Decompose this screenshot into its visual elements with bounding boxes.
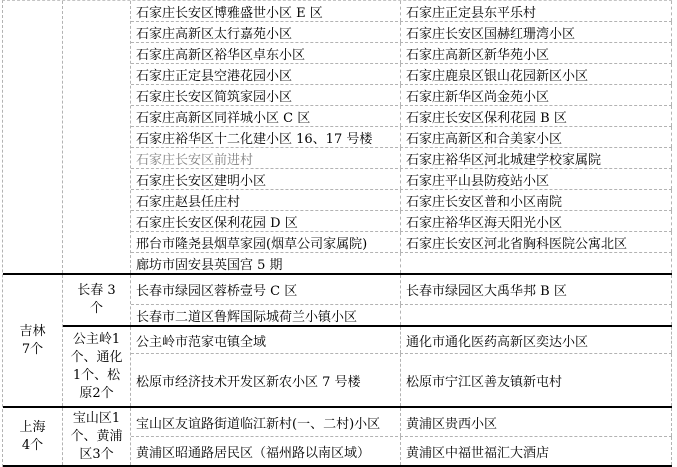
risk-area-table [2, 0, 672, 467]
table-row [131, 327, 672, 353]
section-shanghai [3, 408, 672, 467]
table-row [131, 63, 672, 84]
table-row [131, 84, 672, 105]
city-group [63, 408, 672, 465]
risk-area-cell: 石家庄裕华区十二化建小区 16、17 号楼 [131, 127, 401, 147]
risk-area-cell: 石家庄高新区和合美家小区 [401, 127, 672, 147]
risk-area-cell: 石家庄平山县防疫站小区 [401, 169, 672, 189]
table-row [131, 126, 672, 147]
table-row [131, 436, 672, 465]
table-row [131, 252, 672, 273]
province-count: 4个 [21, 437, 44, 453]
table-row [131, 275, 672, 304]
risk-area-cell-muted: 石家庄长安区前进村 [131, 148, 401, 168]
risk-area-cell: 石家庄长安区建明小区 [131, 169, 401, 189]
table-row [131, 304, 672, 325]
risk-area-cell: 廊坊市固安县英国宫 5 期 [131, 253, 401, 273]
table-row [131, 408, 672, 436]
city-group [63, 1, 672, 273]
risk-area-cell: 石家庄新华区尚金苑小区 [401, 85, 672, 105]
risk-area-cell: 石家庄长安区河北省胸科医院公寓北区 [401, 232, 672, 252]
risk-area-cell: 公主岭市范家屯镇全域 [131, 327, 401, 353]
table-row [131, 21, 672, 42]
risk-area-cell: 石家庄高新区同祥城小区 C 区 [131, 106, 401, 126]
risk-area-cell: 长春市绿园区蓉桥壹号 C 区 [131, 275, 401, 304]
risk-area-cell: 邢台市隆尧县烟草家园(烟草公司家属院) [131, 232, 401, 252]
table-row [131, 105, 672, 126]
province-count: 7个 [21, 341, 44, 357]
risk-area-cell: 石家庄鹿泉区银山花园新区小区 [401, 64, 672, 84]
risk-area-cell: 长春市二道区鲁辉国际城荷兰小镇小区 [131, 305, 401, 325]
risk-area-cell: 石家庄高新区裕华区卓东小区 [131, 43, 401, 63]
province-cell [3, 408, 63, 465]
table-row [131, 210, 672, 231]
city-group [63, 275, 672, 325]
risk-area-cell: 松原市宁江区善友镇新屯村 [401, 354, 672, 406]
risk-area-cell: 石家庄长安区保利花园 B 区 [401, 106, 672, 126]
city-group [63, 325, 672, 406]
province-cell [3, 1, 63, 273]
risk-area-cell: 石家庄长安区国赫红珊湾小区 [401, 22, 672, 42]
risk-area-cell: 石家庄长安区简筑家园小区 [131, 85, 401, 105]
province-cell [3, 275, 63, 406]
section-hebei [3, 1, 672, 275]
city-cell [63, 1, 131, 273]
province-name: 上海 [19, 419, 46, 435]
table-row [131, 189, 672, 210]
risk-area-cell: 长春市绿园区大禹华邦 B 区 [401, 275, 672, 304]
risk-area-cell: 宝山区友谊路街道临江新村(一、二村)小区 [131, 408, 401, 436]
risk-area-cell [401, 305, 672, 325]
risk-area-cell: 黄浦区昭通路居民区（福州路以南区域） [131, 437, 401, 465]
city-cell: 长春 3 个 [63, 275, 131, 325]
table-row [131, 231, 672, 252]
risk-area-cell: 石家庄正定县空港花园小区 [131, 64, 401, 84]
risk-area-cell: 通化市通化医药高新区奕达小区 [401, 327, 672, 353]
risk-area-cell: 石家庄赵县任庄村 [131, 190, 401, 210]
table-row [131, 353, 672, 406]
risk-area-cell: 石家庄长安区保利花园 D 区 [131, 211, 401, 231]
section-jilin [3, 275, 672, 408]
risk-area-cell [401, 253, 672, 273]
risk-area-cell: 石家庄高新区新华苑小区 [401, 43, 672, 63]
city-cell: 公主岭1个、通化1个、松原2个 [63, 327, 131, 406]
risk-area-cell: 黄浦区贵西小区 [401, 408, 672, 436]
table-row [131, 147, 672, 168]
risk-area-cell: 石家庄裕华区海天阳光小区 [401, 211, 672, 231]
risk-area-cell: 松原市经济技术开发区新农小区 7 号楼 [131, 354, 401, 406]
risk-area-cell: 石家庄高新区太行嘉苑小区 [131, 22, 401, 42]
risk-area-cell: 石家庄长安区普和小区南院 [401, 190, 672, 210]
risk-area-cell: 石家庄长安区博雅盛世小区 E 区 [131, 1, 401, 21]
table-row [131, 42, 672, 63]
city-cell: 宝山区1个、黄浦区3个 [63, 408, 131, 465]
table-row [131, 1, 672, 21]
province-name: 吉林 [19, 323, 46, 339]
risk-area-cell: 石家庄正定县东平乐村 [401, 1, 672, 21]
table-row [131, 168, 672, 189]
risk-area-cell: 黄浦区中福世福汇大酒店 [401, 437, 672, 465]
risk-area-cell: 石家庄裕华区河北城建学校家属院 [401, 148, 672, 168]
